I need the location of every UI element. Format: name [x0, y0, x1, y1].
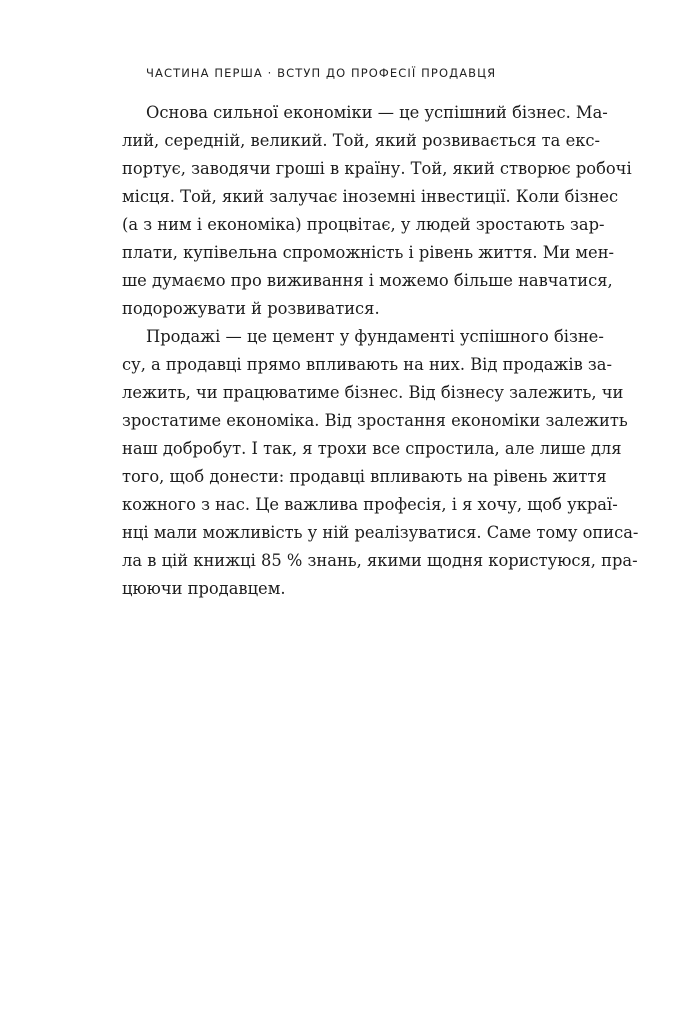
text-line: того, щоб донести: продавці впливають на рівень життя [122, 467, 607, 486]
text-line: Продажі — це цемент у фундаменті успішного бізне- [146, 327, 604, 346]
text-line: портує, заводячи гроші в країну. Той, який створює робочі [122, 159, 632, 178]
text-line: місця. Той, який залучає іноземні інвестиції. Коли бізнес [122, 187, 619, 206]
text-line: (а з ним і економіка) процвітає, у людей зростають зар- [122, 215, 605, 234]
text-line: кожного з нас. Це важлива професія, і я хочу, щоб украї- [122, 495, 618, 514]
paragraph-2 [122, 323, 639, 603]
paragraph-1 [122, 99, 632, 323]
body-text [122, 99, 639, 603]
running-head: ЧАСТИНА ПЕРША · ВСТУП ДО ПРОФЕСІЇ ПРОДАВЦЯ [146, 66, 497, 80]
text-line: ше думаємо про виживання і можемо більше навчатися, [122, 271, 613, 290]
text-line: Основа сильної економіки — це успішний бізнес. Ма- [146, 103, 608, 122]
text-line: подорожувати й розвиватися. [122, 299, 380, 318]
text-line: лежить, чи працюватиме бізнес. Від бізнесу залежить, чи [122, 383, 624, 402]
text-line: су, а продавці прямо впливають на них. Від продажів за- [122, 355, 613, 374]
text-line: наш добробут. І так, я трохи все спростила, але лише для [122, 439, 622, 458]
text-line: цюючи продавцем. [122, 579, 286, 598]
text-line: плати, купівельна спроможність і рівень життя. Ми мен- [122, 243, 615, 262]
text-line: лий, середній, великий. Той, який розвивається та екс- [122, 131, 600, 150]
text-line: зростатиме економіка. Від зростання економіки залежить [122, 411, 628, 430]
text-line: нці мали можливість у ній реалізуватися. Саме тому описа- [122, 523, 639, 542]
text-line: ла в цій книжці 85 % знань, якими щодня користуюся, пра- [122, 551, 638, 570]
